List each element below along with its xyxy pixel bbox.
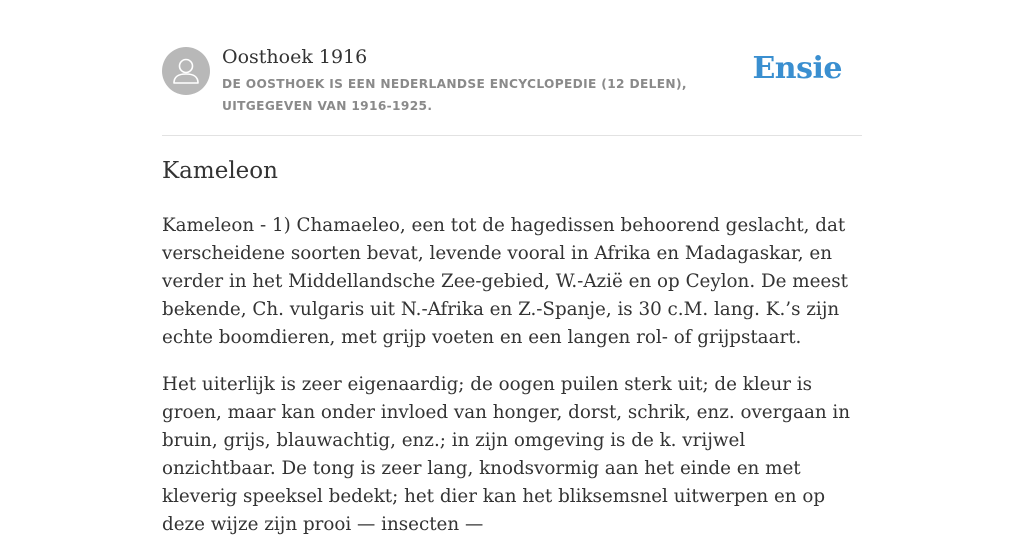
source-header [162, 46, 862, 136]
article-paragraph: Kameleon - 1) Chamaeleo, een tot de hagedissen behoorend geslacht, dat verscheidene soorten bevat, levende vooral in Afrika en Madagaskar, en verder in het Middellandsche Zee-gebied, W.-Azië en op Ceylon. De meest bekende, Ch. vulgaris uit N.-Afrika en Z.-Spanje, is 30 c.M. lang. K.’s zijn echte boomdieren, met grijp voeten en een langen rol- of grijpstaart. [162, 215, 848, 348]
article-paragraph: Het uiterlijk is zeer eigenaardig; de oogen puilen sterk uit; de kleur is groen, maar kan onder invloed van honger, dorst, schrik, enz. overgaan in bruin, grijs, blauwachtig, enz.; in zijn omgeving is de k. vrijwel onzichtbaar. De tong is zeer lang, knodsvormig aan het einde en met kleverig speeksel bedekt; het dier kan het bliksemsnel uitwerpen en op deze wijze zijn prooi — insecten — [162, 374, 851, 535]
header-divider [162, 135, 862, 136]
article-body [162, 212, 862, 558]
user-icon[interactable] [162, 47, 210, 95]
source-title[interactable]: Oosthoek 1916 [222, 46, 368, 68]
source-description: DE OOSTHOEK IS EEN NEDERLANDSE ENCYCLOPEDIE (12 DELEN), UITGEGEVEN VAN 1916-1925. [222, 77, 687, 113]
article-title: Kameleon [162, 158, 278, 184]
ensie-logo[interactable]: Ensie [752, 51, 842, 86]
